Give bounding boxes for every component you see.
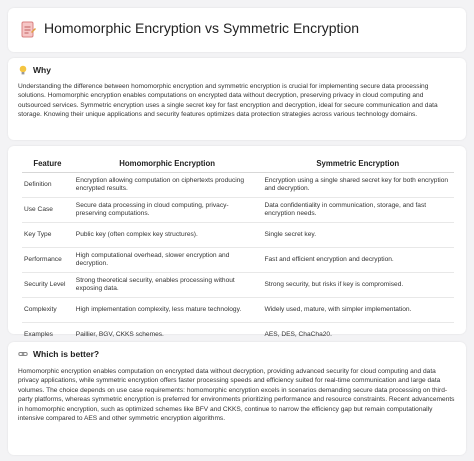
feature-cell: Security Level xyxy=(22,273,73,298)
feature-cell: Key Type xyxy=(22,223,73,248)
table-row xyxy=(22,248,454,273)
title-card xyxy=(8,8,466,52)
why-section xyxy=(8,58,466,140)
comparison-table xyxy=(22,154,454,348)
table-row xyxy=(22,273,454,298)
page-title: Homomorphic Encryption vs Symmetric Encryption xyxy=(44,20,360,36)
header-feature: Feature xyxy=(22,154,73,173)
better-heading-row xyxy=(18,349,99,359)
homomorphic-cell: High computational overhead, slower encryption and decryption. xyxy=(73,248,262,273)
feature-cell: Examples xyxy=(22,323,73,348)
symmetric-cell: Strong security, but risks if key is compromised. xyxy=(261,273,454,298)
why-heading: Why xyxy=(33,65,51,75)
header-homomorphic: Homomorphic Encryption xyxy=(73,154,262,173)
symmetric-cell: Widely used, mature, with simpler implementation. xyxy=(261,298,454,323)
which-is-better-section xyxy=(8,342,466,455)
feature-cell: Complexity xyxy=(22,298,73,323)
feature-cell: Use Case xyxy=(22,198,73,223)
table-row xyxy=(22,173,454,198)
header-symmetric: Symmetric Encryption xyxy=(261,154,454,173)
homomorphic-cell: Secure data processing in cloud computing, privacy-preserving computations. xyxy=(73,198,262,223)
why-heading-row xyxy=(18,65,51,75)
homomorphic-cell: Public key (often complex key structures). xyxy=(73,223,262,248)
document-icon xyxy=(20,21,36,39)
table-row xyxy=(22,198,454,223)
symmetric-cell: Single secret key. xyxy=(261,223,454,248)
homomorphic-cell: Strong theoretical security, enables processing without exposing data. xyxy=(73,273,262,298)
table-header-row xyxy=(22,154,454,173)
homomorphic-cell: Encryption allowing computation on ciphertexts producing encrypted results. xyxy=(73,173,262,198)
homomorphic-cell: Paillier, BGV, CKKS schemes. xyxy=(73,323,262,348)
link-icon xyxy=(18,349,28,359)
feature-cell: Definition xyxy=(22,173,73,198)
table-row xyxy=(22,223,454,248)
better-heading: Which is better? xyxy=(33,349,100,359)
lightbulb-icon xyxy=(18,65,28,75)
homomorphic-cell: High implementation complexity, less mature technology. xyxy=(73,298,262,323)
comparison-section xyxy=(8,146,466,338)
better-text: Homomorphic encryption enables computation on encrypted data without decryption, providing advanced security for cloud computing and data privacy applications, while symmetric encryption offers faster processing speeds and efficiency suited for real-time communication and large data volumes. The choice depends on use case requirements: homomorphic encryption excels in scenarios demanding secure data processing on third-party platforms, whereas symmetric encryption is preferred for environments prioritizing performance and resource constraints. Recent advancements in homomorphic encryption, such as optimized schemes like BFV and CKKS, continue to narrow the efficiency gap but remain computationally intensive compared to AES and other symmetric encryption algorithms. xyxy=(18,368,455,423)
table-row xyxy=(22,298,454,323)
symmetric-cell: Data confidentiality in communication, storage, and fast encryption needs. xyxy=(261,198,454,223)
feature-cell: Performance xyxy=(22,248,73,273)
why-text: Understanding the difference between homomorphic encryption and symmetric encryption is crucial for implementing secure data processing solutions. Homomorphic encryption enables computations on encrypted data without decryption, preserving privacy in cloud computing and outsourced services. Symmetric encryption uses a single secret key for fast encryption and decryption, ideal for secure communication and data storage. Knowing their unique applications and security features optimizes data protection strategies across various technology domains. xyxy=(18,83,438,119)
symmetric-cell: Encryption using a single shared secret key for both encryption and decryption. xyxy=(261,173,454,198)
symmetric-cell: AES, DES, ChaCha20. xyxy=(261,323,454,348)
symmetric-cell: Fast and efficient encryption and decryption. xyxy=(261,248,454,273)
